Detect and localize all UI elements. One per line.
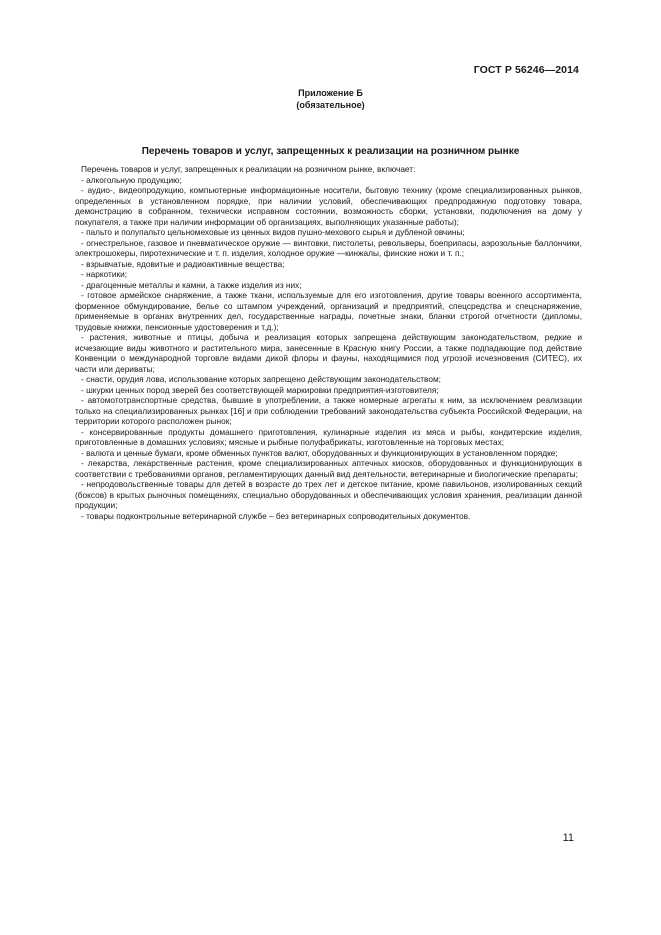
list-item: - непродовольственные товары для детей в возрасте до трех лет и детское питание, кроме павильонов, изолированных секций (боксов) в крытых рыночных помещениях, специально оборудованных и обеспечивающих условия хранения, реализации данной продукции; xyxy=(75,479,582,510)
page-number: 11 xyxy=(562,832,574,844)
list-item: - огнестрельное, газовое и пневматическое оружие — винтовки, пистолеты, револьверы, боеприпасы, аэрозольные баллончики, электрошокеры, пиротехнические и т. п. изделия, холодное оружие —кинжалы, финские ножи и т. п.; xyxy=(75,237,582,258)
document-code: ГОСТ Р 56246—2014 xyxy=(473,64,579,76)
list-item: - наркотики; xyxy=(81,269,128,279)
list-item: - консервированные продукты домашнего приготовления, кулинарные изделия из мяса и рыбы, кондитерские изделия, приготовленные в домашних условиях; мясные и рыбные полуфабрикаты, изготовленные на торговых местах; xyxy=(75,426,582,447)
list-item: - алкогольную продукцию; xyxy=(81,174,182,185)
list-item: - шкурки ценных пород зверей без соответствующей маркировки предприятия-изготовителя; xyxy=(81,384,439,395)
list-item: - валюта и ценные бумаги, кроме обменных пунктов валют, оборудованных и функционирующих в установленном порядке; xyxy=(81,447,558,458)
list-item: - готовое армейское снаряжение, а также ткани, используемые для его изготовления, другие товары военного ассортимента, форменное обмундирование, белье со штампом учреждений, организаций и предприятий, спецсредства и спецснаряжение, применяемые в органах внутренних дел, государственные награды, почетные знаки, бланки строгой отчетности (дипломы, трудовые книжки, пенсионные удостоверения и т.д.); xyxy=(75,290,582,332)
list-item: - товары подконтрольные ветеринарной службе – без ветеринарных сопроводительных документов. xyxy=(81,510,471,521)
list-item: - взрывчатые, ядовитые и радиоактивные вещества; xyxy=(81,258,285,269)
document-body xyxy=(75,164,582,521)
list-item: - лекарства, лекарственные растения, кроме специализированных аптечных киосков, оборудованных и функционирующих в соответствии с требованиями органов, регламентирующих данный вид деятельности, ветеринарные и биологические препараты; xyxy=(75,458,582,479)
appendix-title: Приложение Б xyxy=(298,88,363,98)
intro-paragraph: Перечень товаров и услуг, запрещенных к реализации на розничном рынке, включает: xyxy=(81,164,416,174)
list-item: - драгоценные металлы и камни, а также изделия из них; xyxy=(81,279,302,290)
list-item: - снасти, орудия лова, использование которых запрещено действующим законодательством; xyxy=(81,374,441,384)
appendix-subtitle: (обязательное) xyxy=(296,100,365,110)
section-title: Перечень товаров и услуг, запрещенных к реализации на розничном рынке xyxy=(141,146,520,157)
list-item: - автомототранспортные средства, бывшие в употреблении, а также номерные агрегаты к ним, за исключением реализации только на специализированных рынках [16] и при соблюдении требований законодательства субъекта Российской Федерации, на территории которого расположен рынок; xyxy=(75,395,582,426)
appendix-heading xyxy=(0,87,661,111)
list-item: - пальто и полупальто цельномеховые из ценных видов пушно-мехового сырья и дубленой овчины; xyxy=(81,227,465,237)
list-item: - аудио-, видеопродукцию, компьютерные информационные носители, бытовую технику (кроме специализированных рынков, определенных в установленном порядке, при наличии условий, обеспечивающих предпродажную подготовку товара, демонстрацию в собранном, технически исправном состоянии, возможность сборки, установки, подключения на дому у покупателя, а также при наличии информации об организациях, выполняющих указанные работы); xyxy=(75,185,582,227)
list-item: - растения, животные и птицы, добыча и реализация которых запрещена действующим законодательством, редкие и исчезающие виды животного и растительного мира, занесенные в Красную книгу России, а также подпадающие под действие Конвенции о международной торговле видами дикой флоры и фауны, находящимися под угрозой исчезновения (СИТЕС), их части или дериваты; xyxy=(75,332,582,374)
